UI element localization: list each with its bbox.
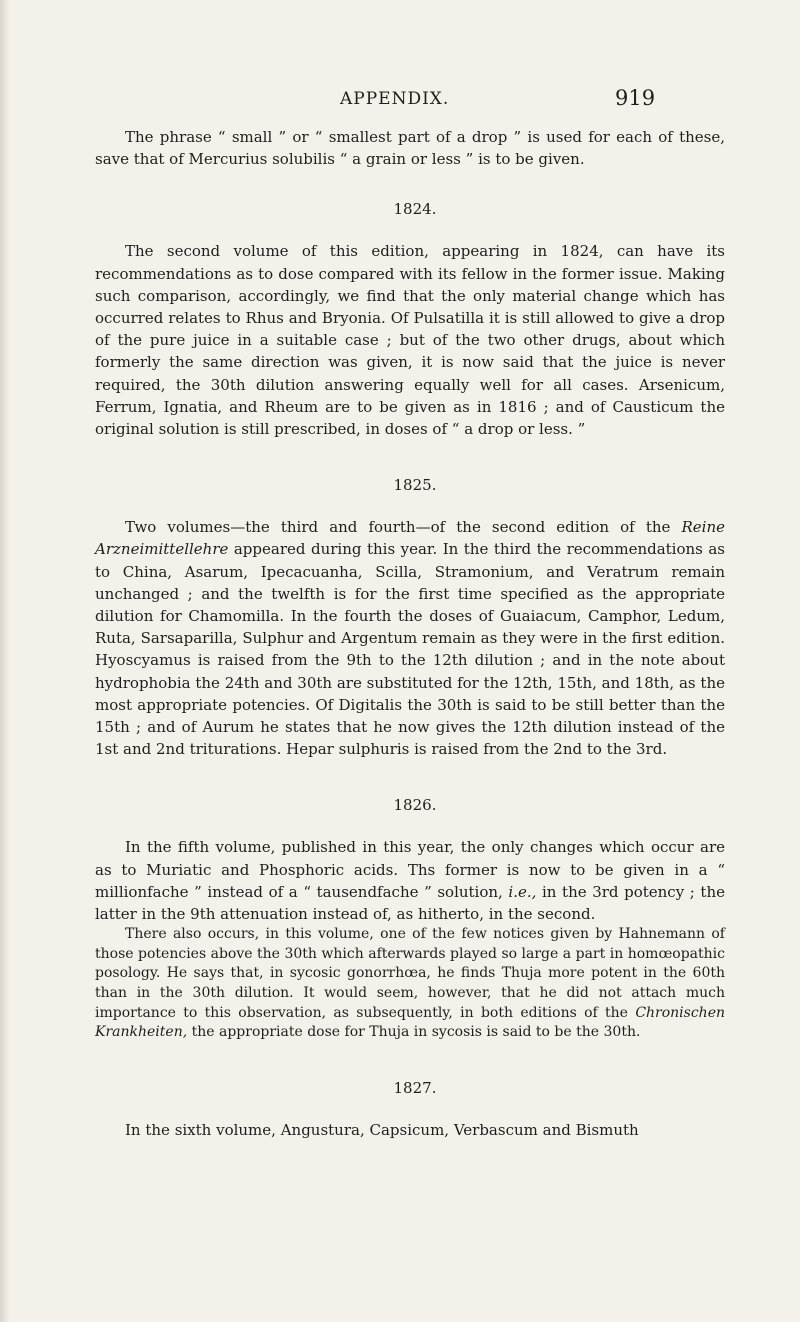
- body-text: [95, 126, 725, 1141]
- year-heading-1825: 1825.: [393, 476, 437, 495]
- paragraph-1826-b-text-b: the appropriate dose for Thuja in sycosis is said to be the 30th.: [187, 1024, 641, 1041]
- paragraph-1825-text-b: appeared during this year. In the third the recommendations as to China, Asarum, Ipecacuanha, Scilla, Stramonium, and Veratrum remain unchanged ; and the twelfth is for the first time specified as the appropriate dilution for Chamomilla. In the fourth the doses of Guaiacum, Camphor, Ledum, Ruta, Sarsaparilla, Sulphur and Argentum remain as they were in the first edition. Hyoscyamus is raised from the 9th to the 12th dilution ; and in the note about hydrophobia the 24th and 30th are substituted for the 12th, 15th, and 18th, as the most appropriate potencies. Of Digitalis the 30th is said to be still better than the 15th ; and of Aurum he states that he now gives the 12th dilution instead of the 1st and 2nd triturations. Hepar sulphuris is raised from the 2nd to the 3rd.: [95, 540, 725, 759]
- page-number: 919: [615, 86, 656, 110]
- paragraph-1826-a: [95, 836, 725, 925]
- paragraph-1826-a-text-a: In the fifth volume, published in this year, the only changes which occur are as to Muriatic and Phosphoric acids. Ths former is now to be given in a “ millionfache ” instead of a “ tausendfache ” solution,: [95, 838, 725, 901]
- abbrev-ie: i.e.,: [508, 882, 537, 901]
- page-header: [0, 86, 800, 119]
- paragraph-intro: The phrase “ small ” or “ smallest part of a drop ” is used for each of these, save that of Mercurius solubilis “ a grain or less ” is to be given.: [95, 128, 725, 169]
- paragraph-1827: In the sixth volume, Angustura, Capsicum, Verbascum and Bismuth: [125, 1120, 639, 1139]
- title-chronischen-krankheiten: Chronischen Krankheiten,: [95, 1004, 725, 1041]
- title-reine-arzneimittellehre: Reine Arzneimittellehre: [95, 518, 725, 559]
- year-heading-1827: 1827.: [393, 1078, 437, 1097]
- running-head: APPENDIX.: [340, 89, 450, 109]
- paragraph-1824: The second volume of this edition, appearing in 1824, can have its recommendations as to dose compared with its fellow in the former issue. Making such comparison, accordingly, we find that the only material change which has occurred relates to Rhus and Bryonia. Of Pulsatilla it is still allowed to give a drop of the pure juice in a suitable case ; but of the two other drugs, about which formerly the same direction was given, it is now said that the juice is never required, the 30th dilution answering equally well for all cases. Arsenicum, Ferrum, Ignatia, and Rheum are to be given as in 1816 ; and of Causticum the original solution is still prescribed, in doses of “ a drop or less. ”: [95, 242, 725, 439]
- paragraph-1826-b: [95, 925, 725, 1043]
- paragraph-1826-a-text-b: in the 3rd potency ; the latter in the 9th attenuation instead of, as hitherto, in the second.: [95, 882, 725, 924]
- paragraph-1826-b-text-a: There also occurs, in this volume, one of the few notices given by Hahnemann of those potencies above the 30th which afterwards played so large a part in homœopathic posology. He says that, in sycosic gonorrhœa, he finds Thuja more potent in the 60th than in the 30th dilution. It would seem, however, that he did not attach much importance to this observation, as subsequently, in both editions of the: [95, 926, 725, 1021]
- year-heading-1826: 1826.: [393, 796, 437, 815]
- paragraph-1825: [95, 516, 725, 760]
- paragraph-1825-text-a: Two volumes—the third and fourth—of the second edition of the: [125, 518, 682, 537]
- year-heading-1824: 1824.: [393, 200, 437, 219]
- page-edge-shadow: [0, 0, 10, 1322]
